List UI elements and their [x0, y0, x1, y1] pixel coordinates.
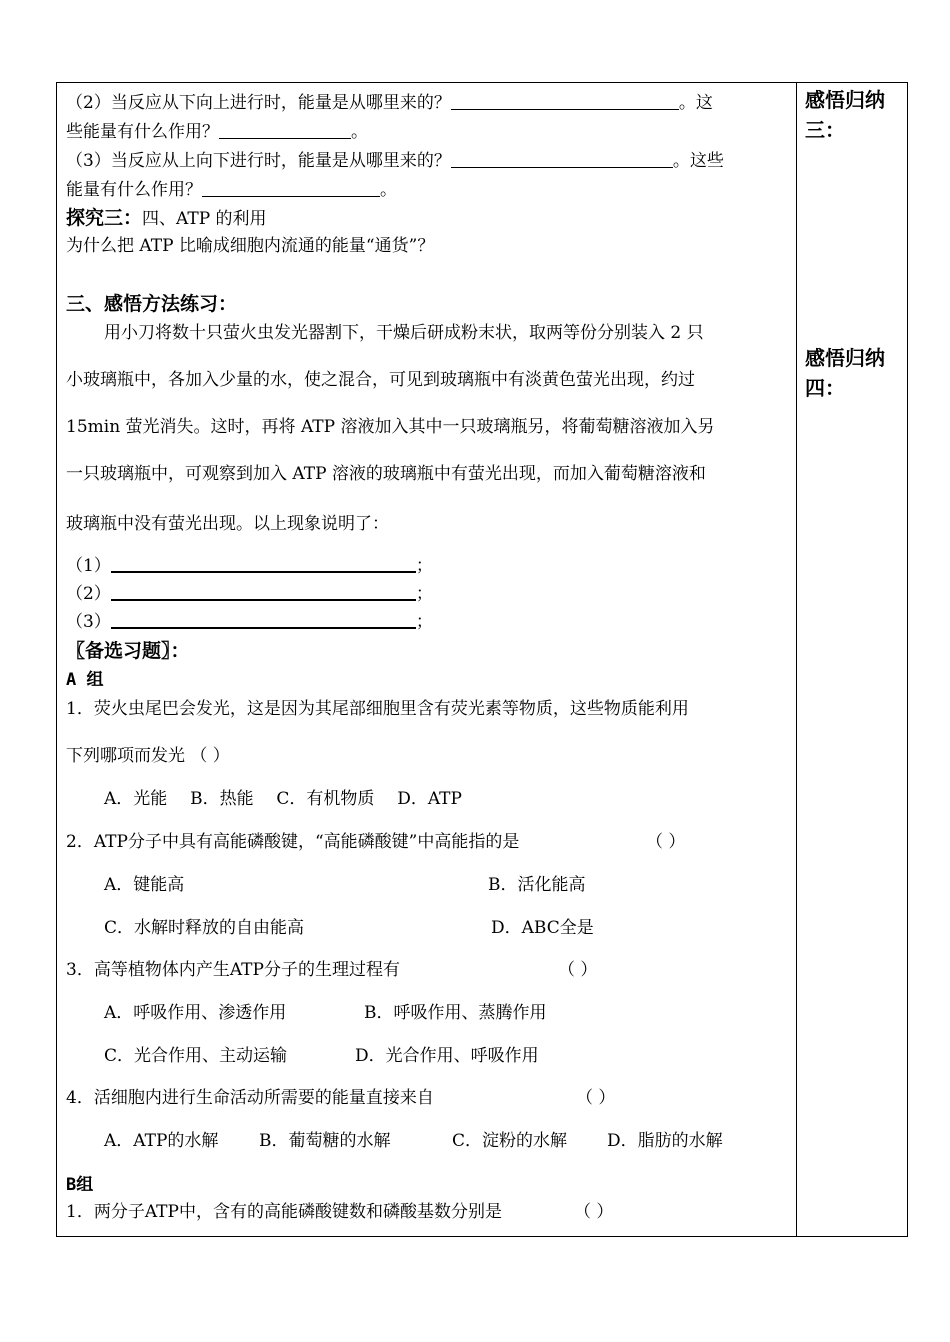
a2-option-a[interactable]: A．键能高 — [104, 875, 185, 895]
q2-blank-source[interactable] — [451, 92, 679, 110]
a3-paren: （ ） — [558, 960, 598, 980]
a1-options: A．光能 B．热能 C．有机物质 D．ATP — [104, 789, 462, 809]
q2-line2: 些能量有什么作用？ 。 — [66, 122, 368, 142]
practice-para-2: 小玻璃瓶中，各加入少量的水，使之混合，可见到玻璃瓶中有淡黄色萤光出现，约过 — [66, 370, 695, 390]
practice-para-1: 用小刀将数十只萤火虫发光器割下，干燥后研成粉末状，取两等份分别装入 2 只 — [104, 323, 704, 343]
q3-line2: 能量有什么作用？ 。 — [66, 180, 397, 200]
a3-option-b[interactable]: B．呼吸作用、蒸腾作用 — [364, 1003, 547, 1023]
a4-option-a[interactable]: A．ATP的水解 — [104, 1131, 219, 1151]
practice-heading: 三、感悟方法练习： — [66, 293, 238, 315]
a4-option-d[interactable]: D．脂肪的水解 — [607, 1131, 723, 1151]
a4-paren: （ ） — [576, 1088, 616, 1108]
a1-stem-2: 下列哪项而发光 （ ） — [66, 746, 230, 766]
optional-heading: 〖备选习题〗： — [66, 640, 190, 662]
a4-option-b[interactable]: B．葡萄糖的水解 — [259, 1131, 391, 1151]
answer-blank-2[interactable] — [111, 582, 416, 601]
a2-option-b[interactable]: B．活化能高 — [488, 875, 586, 895]
answer-blank-3[interactable] — [111, 610, 416, 629]
a4-stem: 4．活细胞内进行生命活动所需要的能量直接来自 — [66, 1088, 434, 1108]
practice-blank-2: （2） ； — [66, 584, 433, 604]
a3-option-a[interactable]: A．呼吸作用、渗透作用 — [104, 1003, 287, 1023]
practice-para-3: 15min 萤光消失。这时，再将 ATP 溶液加入其中一只玻璃瓶另，将葡萄糖溶液加入另 — [66, 417, 715, 437]
a2-paren: （ ） — [646, 832, 686, 852]
a1-stem-1: 1．荧火虫尾巴会发光，这是因为其尾部细胞里含有荧光素等物质，这些物质能利用 — [66, 699, 689, 719]
group-b-label: B组 — [66, 1175, 94, 1195]
explore3-question: 为什么把 ATP 比喻成细胞内流通的能量“通货”？ — [66, 236, 435, 256]
practice-para-5: 玻璃瓶中没有萤光出现。以上现象说明了： — [66, 514, 389, 534]
column-divider — [796, 83, 797, 1236]
a2-stem: 2．ATP分子中具有高能磷酸键，“高能磷酸键”中高能指的是 — [66, 832, 520, 852]
practice-blank-1: （1） ； — [66, 556, 433, 576]
a4-option-c[interactable]: C．淀粉的水解 — [452, 1131, 568, 1151]
explore3-title: 探究三：四、ATP 的利用 — [66, 207, 267, 229]
answer-blank-1[interactable] — [111, 554, 416, 573]
practice-para-4: 一只玻璃瓶中，可观察到加入 ATP 溶液的玻璃瓶中有萤光出现，而加入葡萄糖溶液和 — [66, 464, 706, 484]
worksheet-table — [56, 82, 908, 1237]
a2-option-c[interactable]: C．水解时释放的自由能高 — [104, 918, 305, 938]
b1-paren: （ ） — [574, 1202, 614, 1222]
practice-blank-3: （3） ； — [66, 612, 433, 632]
side-label-3: 感悟归纳三： — [805, 88, 885, 142]
q3-blank-source[interactable] — [451, 150, 673, 168]
q3-line1: （3）当反应从上向下进行时，能量是从哪里来的？ 。这些 — [66, 151, 724, 171]
q2-blank-use[interactable] — [219, 121, 351, 139]
q2-line1: （2）当反应从下向上进行时，能量是从哪里来的？ 。这 — [66, 93, 713, 113]
a2-option-d[interactable]: D．ABC全是 — [491, 918, 594, 938]
side-label-4: 感悟归纳四： — [805, 346, 885, 400]
a3-option-c[interactable]: C．光合作用、主动运输 — [104, 1046, 288, 1066]
group-a-label: A 组 — [66, 670, 104, 690]
q3-blank-use[interactable] — [202, 179, 380, 197]
main-column — [66, 83, 788, 1236]
b1-stem: 1．两分子ATP中，含有的高能磷酸键数和磷酸基数分别是 — [66, 1202, 502, 1222]
a3-stem: 3．高等植物体内产生ATP分子的生理过程有 — [66, 960, 400, 980]
a3-option-d[interactable]: D．光合作用、呼吸作用 — [355, 1046, 539, 1066]
